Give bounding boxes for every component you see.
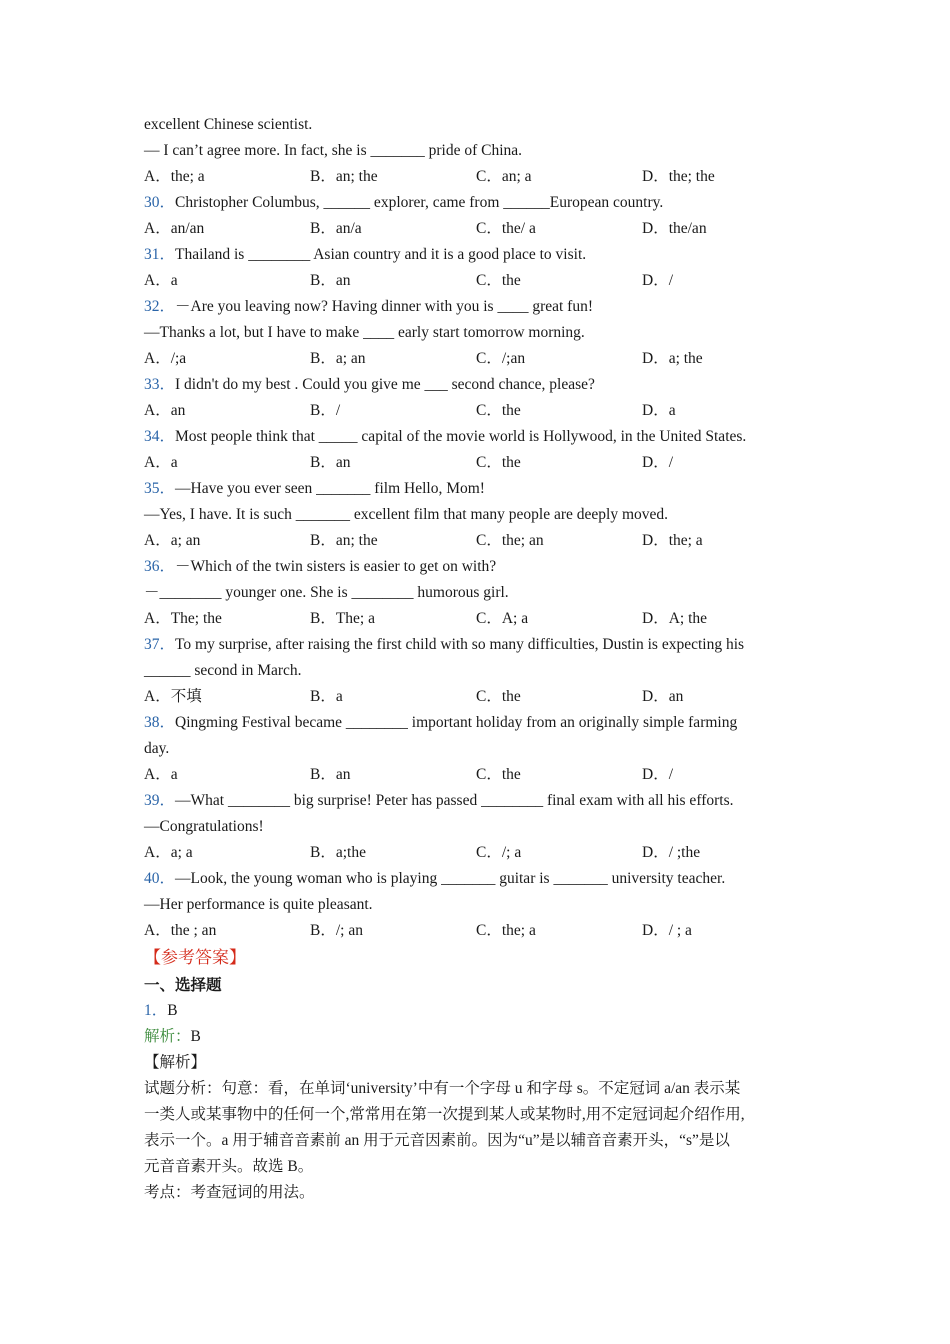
- question-36: [144, 554, 809, 580]
- answer-number: 1．: [144, 1002, 168, 1019]
- option-c: C．/;an: [476, 350, 526, 367]
- option-b: B．an; the: [310, 168, 378, 185]
- option-a: A．the; a: [144, 168, 205, 185]
- option-b: B．/: [310, 402, 341, 419]
- question-text: —What ________ big surprise! Peter has passed ________ final exam with all his efforts.: [175, 792, 734, 809]
- question-30: [144, 190, 809, 216]
- option-b: B．an: [310, 766, 351, 783]
- option-c: C．an; a: [476, 168, 532, 185]
- option-b: B．a; an: [310, 350, 366, 367]
- q39-line2: —Congratulations!: [144, 818, 264, 835]
- q29-line1: excellent Chinese scientist.: [144, 116, 313, 133]
- option-d: D．A; the: [642, 610, 708, 627]
- question-40: [144, 866, 809, 892]
- analysis-line-2: 一类人或某事物中的任何一个,常常用在第一次提到某人或某物时,用不定冠词起介绍作用,: [144, 1106, 745, 1123]
- question-number: 36．: [144, 558, 176, 575]
- q29-line2: — I can’t agree more. In fact, she is _______ pride of China.: [144, 142, 523, 159]
- q29-options: [144, 164, 809, 190]
- question-number: 33．: [144, 376, 176, 393]
- q32-options: [144, 346, 809, 372]
- answer-1: [144, 998, 809, 1024]
- document-page: [144, 112, 809, 1206]
- q38-line2: day.: [144, 740, 170, 757]
- option-c: C．the/ a: [476, 220, 536, 237]
- question-number: 34．: [144, 428, 176, 445]
- question-text: —Look, the young woman who is playing _______ guitar is _______ university teacher.: [175, 870, 726, 887]
- question-31: [144, 242, 809, 268]
- option-c: C．the; a: [476, 922, 536, 939]
- question-number: 31．: [144, 246, 176, 263]
- question-number: 37．: [144, 636, 176, 653]
- option-c: C．/; a: [476, 844, 522, 861]
- option-d: D．a: [642, 402, 676, 419]
- option-c: C．the: [476, 454, 521, 471]
- question-39: [144, 788, 809, 814]
- question-number: 39．: [144, 792, 176, 809]
- option-a: A．a: [144, 454, 178, 471]
- option-d: D．/: [642, 766, 674, 783]
- question-text: —Have you ever seen _______ film Hello, Mom!: [175, 480, 485, 497]
- option-d: D．/: [642, 272, 674, 289]
- option-a: A．an/an: [144, 220, 205, 237]
- option-a: A．the ; an: [144, 922, 217, 939]
- question-text: －Which of the twin sisters is easier to get on with?: [175, 558, 497, 575]
- answer-key-title: 【参考答案】: [144, 948, 246, 967]
- option-a: A．a: [144, 272, 178, 289]
- q35-options: [144, 528, 809, 554]
- question-text: Christopher Columbus, ______ explorer, came from ______European country.: [175, 194, 664, 211]
- option-a: A．a: [144, 766, 178, 783]
- option-d: D．/: [642, 454, 674, 471]
- q34-options: [144, 450, 809, 476]
- question-number: 40．: [144, 870, 176, 887]
- question-33: [144, 372, 809, 398]
- question-text: Thailand is ________ Asian country and it is a good place to visit.: [175, 246, 587, 263]
- question-37: [144, 632, 809, 658]
- question-34: [144, 424, 809, 450]
- option-a: A．不填: [144, 688, 202, 705]
- option-b: B．a;the: [310, 844, 366, 861]
- option-b: B．an; the: [310, 532, 378, 549]
- option-c: C．the: [476, 272, 521, 289]
- option-a: A．The; the: [144, 610, 222, 627]
- option-b: B．an: [310, 454, 351, 471]
- q33-options: [144, 398, 809, 424]
- answer-value: B: [167, 1002, 178, 1019]
- q32-line2: —Thanks a lot, but I have to make ____ early start tomorrow morning.: [144, 324, 585, 341]
- option-c: C．A; a: [476, 610, 529, 627]
- q40-line2: —Her performance is quite pleasant.: [144, 896, 373, 913]
- option-d: D．the; the: [642, 168, 715, 185]
- q35-line2: —Yes, I have. It is such _______ excellent film that many people are deeply moved.: [144, 506, 669, 523]
- option-d: D．a; the: [642, 350, 703, 367]
- option-b: B．an/a: [310, 220, 362, 237]
- question-text: I didn't do my best . Could you give me ___ second chance, please?: [175, 376, 595, 393]
- option-d: D．/ ; a: [642, 922, 692, 939]
- option-c: C．the; an: [476, 532, 544, 549]
- option-a: A．an: [144, 402, 186, 419]
- question-number: 32．: [144, 298, 176, 315]
- kaodian-line: 考点：考查冠词的用法。: [144, 1184, 315, 1201]
- q36-line2: －________ younger one. She is ________ humorous girl.: [144, 584, 509, 601]
- q38-options: [144, 762, 809, 788]
- question-35: [144, 476, 809, 502]
- q31-options: [144, 268, 809, 294]
- option-b: B．an: [310, 272, 351, 289]
- jiexi-value: B: [190, 1028, 201, 1045]
- option-a: A．/;a: [144, 350, 187, 367]
- question-text: －Are you leaving now? Having dinner with you is ____ great fun!: [175, 298, 593, 315]
- q36-options: [144, 606, 809, 632]
- option-d: D．/ ;the: [642, 844, 701, 861]
- analysis-line-4: 元音音素开头。故选 B。: [144, 1158, 314, 1175]
- question-38: [144, 710, 809, 736]
- question-text: Qingming Festival became ________ important holiday from an originally simple farming: [175, 714, 738, 731]
- analysis-line-3: 表示一个。a 用于辅音音素前 an 用于元音因素前。因为“u”是以辅音音素开头，“s”是以: [144, 1132, 730, 1149]
- option-b: B．/; an: [310, 922, 363, 939]
- question-text: To my surprise, after raising the first child with so many difficulties, Dustin is expecting his: [175, 636, 745, 653]
- question-text: Most people think that _____ capital of the movie world is Hollywood, in the United States.: [175, 428, 747, 445]
- question-number: 30．: [144, 194, 176, 211]
- analysis-heading: 【解析】: [144, 1054, 207, 1071]
- option-d: D．an: [642, 688, 684, 705]
- q40-options: [144, 918, 809, 944]
- q37-options: [144, 684, 809, 710]
- option-b: B．The; a: [310, 610, 375, 627]
- q30-options: [144, 216, 809, 242]
- q39-options: [144, 840, 809, 866]
- analysis-line-1: 试题分析：句意：看，在单词‘university’中有一个字母 u 和字母 s。不定冠词 a/an 表示某: [144, 1080, 741, 1097]
- option-a: A．a; an: [144, 532, 201, 549]
- option-d: D．the/an: [642, 220, 707, 237]
- q37-line2: ______ second in March.: [144, 662, 302, 679]
- jiexi-line: [144, 1024, 809, 1050]
- question-number: 38．: [144, 714, 176, 731]
- option-d: D．the; a: [642, 532, 703, 549]
- option-c: C．the: [476, 688, 521, 705]
- option-c: C．the: [476, 402, 521, 419]
- option-c: C．the: [476, 766, 521, 783]
- section-heading: 一、选择题: [144, 976, 222, 994]
- question-32: [144, 294, 809, 320]
- jiexi-label: 解析：: [144, 1028, 191, 1045]
- option-a: A．a; a: [144, 844, 193, 861]
- question-number: 35．: [144, 480, 176, 497]
- option-b: B．a: [310, 688, 343, 705]
